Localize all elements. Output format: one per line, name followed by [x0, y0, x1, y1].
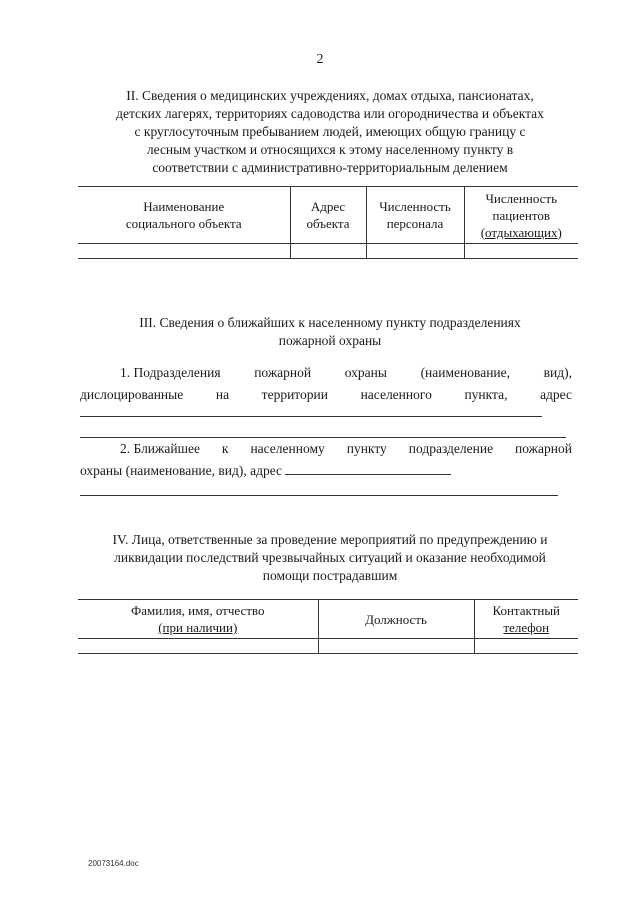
- table-row: [78, 639, 578, 654]
- social-objects-table: [78, 186, 578, 259]
- table-header-row: [78, 187, 578, 244]
- fire-units-paragraph: 1. Подразделения пожарной охраны (наименование, вид), дислоцированные на территории населенного пункта, адрес: [80, 365, 572, 402]
- section-2-title-line: соответствии с административно-территориальным делением: [152, 160, 508, 175]
- table-cell[interactable]: [78, 639, 318, 654]
- col-header-phone: Контактный телефон: [474, 600, 578, 639]
- responsible-persons-table: [78, 599, 578, 654]
- table-cell[interactable]: [474, 639, 578, 654]
- table-row: [78, 244, 578, 259]
- section-3-title: [80, 314, 580, 350]
- col-header-patients-count: Численность пациентов (отдыхающих): [464, 187, 578, 244]
- section-2-title-line: с круглосуточным пребыванием людей, имеющих общую границу с: [134, 124, 526, 139]
- fill-in-line[interactable]: [285, 461, 451, 475]
- col-header-full-name: Фамилия, имя, отчество (при наличии): [78, 600, 318, 639]
- table-cell[interactable]: [464, 244, 578, 259]
- col-header-object-name: Наименование социального объекта: [78, 187, 290, 244]
- table-cell[interactable]: [366, 244, 464, 259]
- footer-file-name: 20073164.doc: [88, 859, 139, 868]
- nearest-fire-unit-paragraph: 2. Ближайшее к населенному пункту подразделение пожарной охраны (наименование, вид), адрес: [80, 441, 572, 478]
- table-cell[interactable]: [290, 244, 366, 259]
- section-2-title-line: лесным участком и относящихся к этому населенному пункту в: [146, 142, 514, 157]
- col-header-object-address: Адрес объекта: [290, 187, 366, 244]
- section-4-title-line: помощи пострадавшим: [262, 568, 398, 583]
- table-header-row: [78, 600, 578, 639]
- section-3-title-line: пожарной охраны: [278, 333, 382, 348]
- table-cell[interactable]: [78, 244, 290, 259]
- fill-in-line[interactable]: [80, 495, 558, 496]
- section-2-title-line: II. Сведения о медицинских учреждениях, домах отдыха, пансионатах,: [126, 88, 534, 103]
- fill-in-line[interactable]: [80, 416, 542, 417]
- col-header-staff-count: Численность персонала: [366, 187, 464, 244]
- section-2-title-line: детских лагерях, территориях садоводства или огородничества и объектах: [116, 106, 544, 121]
- section-4-title: [80, 531, 580, 585]
- table-cell[interactable]: [318, 639, 474, 654]
- page-number: 2: [316, 52, 324, 67]
- col-header-position: Должность: [318, 600, 474, 639]
- section-4-title-line: ликвидации последствий чрезвычайных ситуаций и оказание необходимой: [114, 550, 546, 565]
- section-2-title: [80, 87, 580, 177]
- section-3-title-line: III. Сведения о ближайших к населенному пункту подразделениях: [139, 315, 521, 330]
- section-4-title-line: IV. Лица, ответственные за проведение мероприятий по предупреждению и: [112, 532, 548, 547]
